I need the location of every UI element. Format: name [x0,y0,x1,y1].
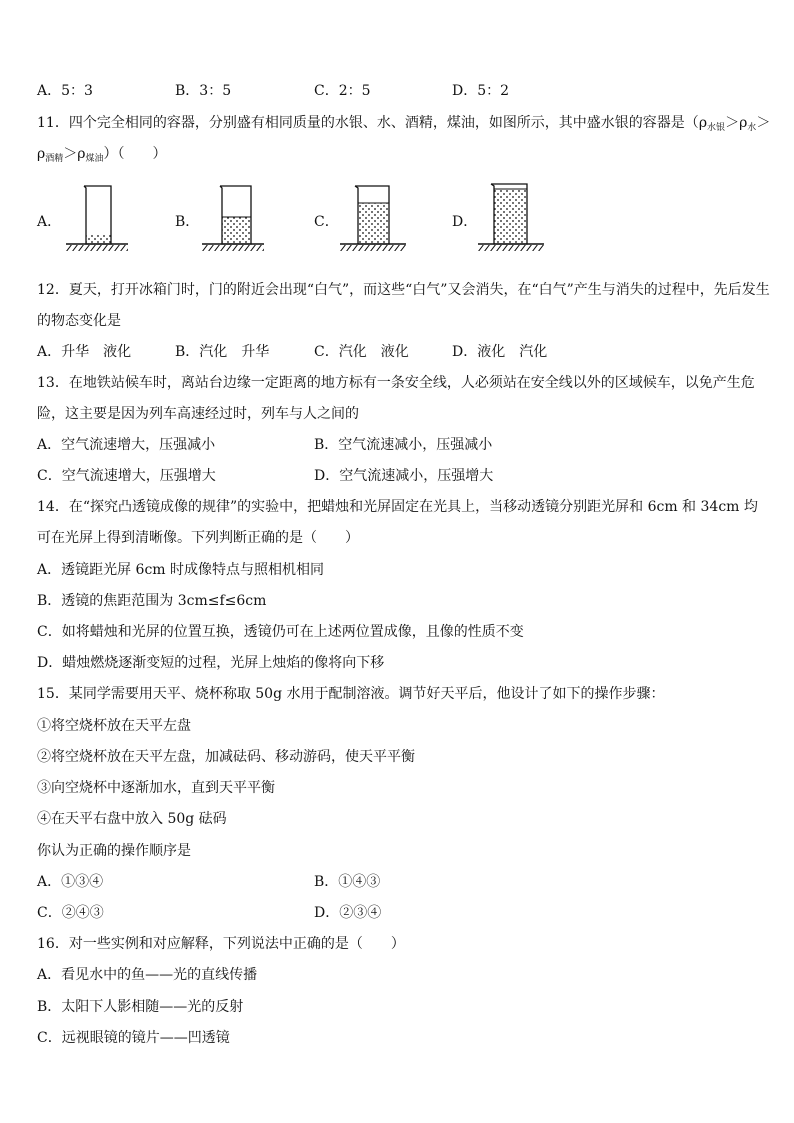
q14-option-b: B．透镜的焦距范围为 3cm≤f≤6cm [37,593,267,609]
q11-stem-line2 [37,144,167,166]
q12-option-d: D．液化 汽化 [452,344,548,360]
q13-option-b: B．空气流速减小，压强减小 [314,437,493,453]
q12-stem-line1: 12．夏天，打开冰箱门时，门的附近会出现“白气”，而这些“白气”又会消失，在“白气”产生与消失的过程中，先后发生 [37,282,770,298]
greater-than: ＞ [63,146,78,162]
q15-option-b: B．①④③ [314,874,381,890]
q13-option-a: A．空气流速增大，压强减小 [37,437,216,453]
q10-option-d: D．5：2 [452,83,510,99]
q15-step-3: ③向空烧杯中逐渐加水，直到天平平衡 [37,780,275,796]
q11-label-d: D． [452,214,478,230]
q11-stem-end: ）（ ） [103,146,167,162]
q15-step-1: ①将空烧杯放在天平左盘 [37,718,191,734]
q15-question: 你认为正确的操作顺序是 [37,843,191,859]
q15-option-a: A．①③④ [37,874,104,890]
q15-step-2: ②将空烧杯放在天平左盘，加减砝码、移动游码，使天平平衡 [37,749,415,765]
q10-option-b: B．3：5 [175,83,232,99]
q12-stem-line2: 的物态变化是 [37,313,121,329]
q10-option-a: A．5：3 [37,83,93,99]
q14-option-a: A．透镜距光屏 6cm 时成像特点与照相机相同 [37,562,325,578]
q11-label-c: C． [314,214,339,230]
q13-option-c: C．空气流速增大，压强增大 [37,468,216,484]
q15-step-4: ④在天平右盘中放入 50g 砝码 [37,811,227,827]
rho-symbol: ρ [37,146,46,162]
greater-than: ＞ [756,115,771,131]
q16-stem: 16．对一些实例和对应解释，下列说法中正确的是（ ） [37,936,405,952]
q12-option-b: B．汽化 升华 [175,344,270,360]
q13-option-d: D．空气流速减小，压强增大 [314,468,494,484]
q13-stem-line1: 13．在地铁站候车时，离站台边缘一定距离的地方标有一条安全线，人必须站在安全线以外的区域候车，以免产生危 [37,375,755,391]
q16-option-b: B．太阳下人影相随——光的反射 [37,999,244,1015]
q11-label-a: A． [37,214,62,230]
rho-symbol: ρ [739,115,748,131]
q11-label-b: B． [175,214,200,230]
q14-stem-line1: 14．在“探究凸透镜成像的规律”的实验中，把蜡烛和光屏固定在光具上，当移动透镜分别距光屏和 6cm 和 34cm 均 [37,499,758,515]
q14-stem-line2: 可在光屏上得到清晰像。下列判断正确的是（ ） [37,530,359,546]
beaker-c-liquid [358,203,389,244]
subscript-alcohol: 酒精 [45,154,64,164]
q16-option-a: A．看见水中的鱼——光的直线传播 [37,967,258,983]
beaker-d-liquid [494,189,527,244]
q12-option-c: C．汽化 液化 [314,344,409,360]
beaker-b-liquid [222,217,251,244]
beaker-d-diagram [478,180,544,252]
q15-option-d: D．②③④ [314,905,382,921]
beaker-a-diagram [66,180,128,252]
rho-symbol: ρ [698,115,708,131]
q14-option-d: D．蜡烛燃烧逐渐变短的过程，光屏上烛焰的像将向下移 [37,655,385,671]
subscript-water: 水 [747,123,757,133]
beaker-a-liquid [86,234,111,244]
q13-stem-line2: 险，这主要是因为列车高速经过时，列车与人之间的 [37,406,359,422]
q14-option-c: C．如将蜡烛和光屏的位置互换，透镜仍可在上述两位置成像，且像的性质不变 [37,624,524,640]
subscript-kerosene: 煤油 [85,154,104,164]
beaker-c-diagram [340,180,406,252]
greater-than: ＞ [725,115,740,131]
q12-option-a: A．升华 液化 [37,344,132,360]
q11-stem-text: 11．四个完全相同的容器，分别盛有相同质量的水银、水、酒精，煤油，如图所示，其中盛水银的容器是（ [37,115,699,131]
subscript-mercury: 水银 [707,123,726,133]
q15-option-c: C．②④③ [37,905,104,921]
q15-stem: 15．某同学需要用天平、烧杯称取 50g 水用于配制溶液。调节好天平后，他设计了如下的操作步骤： [37,686,665,702]
rho-symbol: ρ [77,146,86,162]
q16-option-c: C．远视眼镜的镜片——凹透镜 [37,1030,230,1046]
beaker-b-diagram [202,180,264,252]
q10-option-c: C．2：5 [314,83,371,99]
q11-stem-line1 [37,113,770,135]
